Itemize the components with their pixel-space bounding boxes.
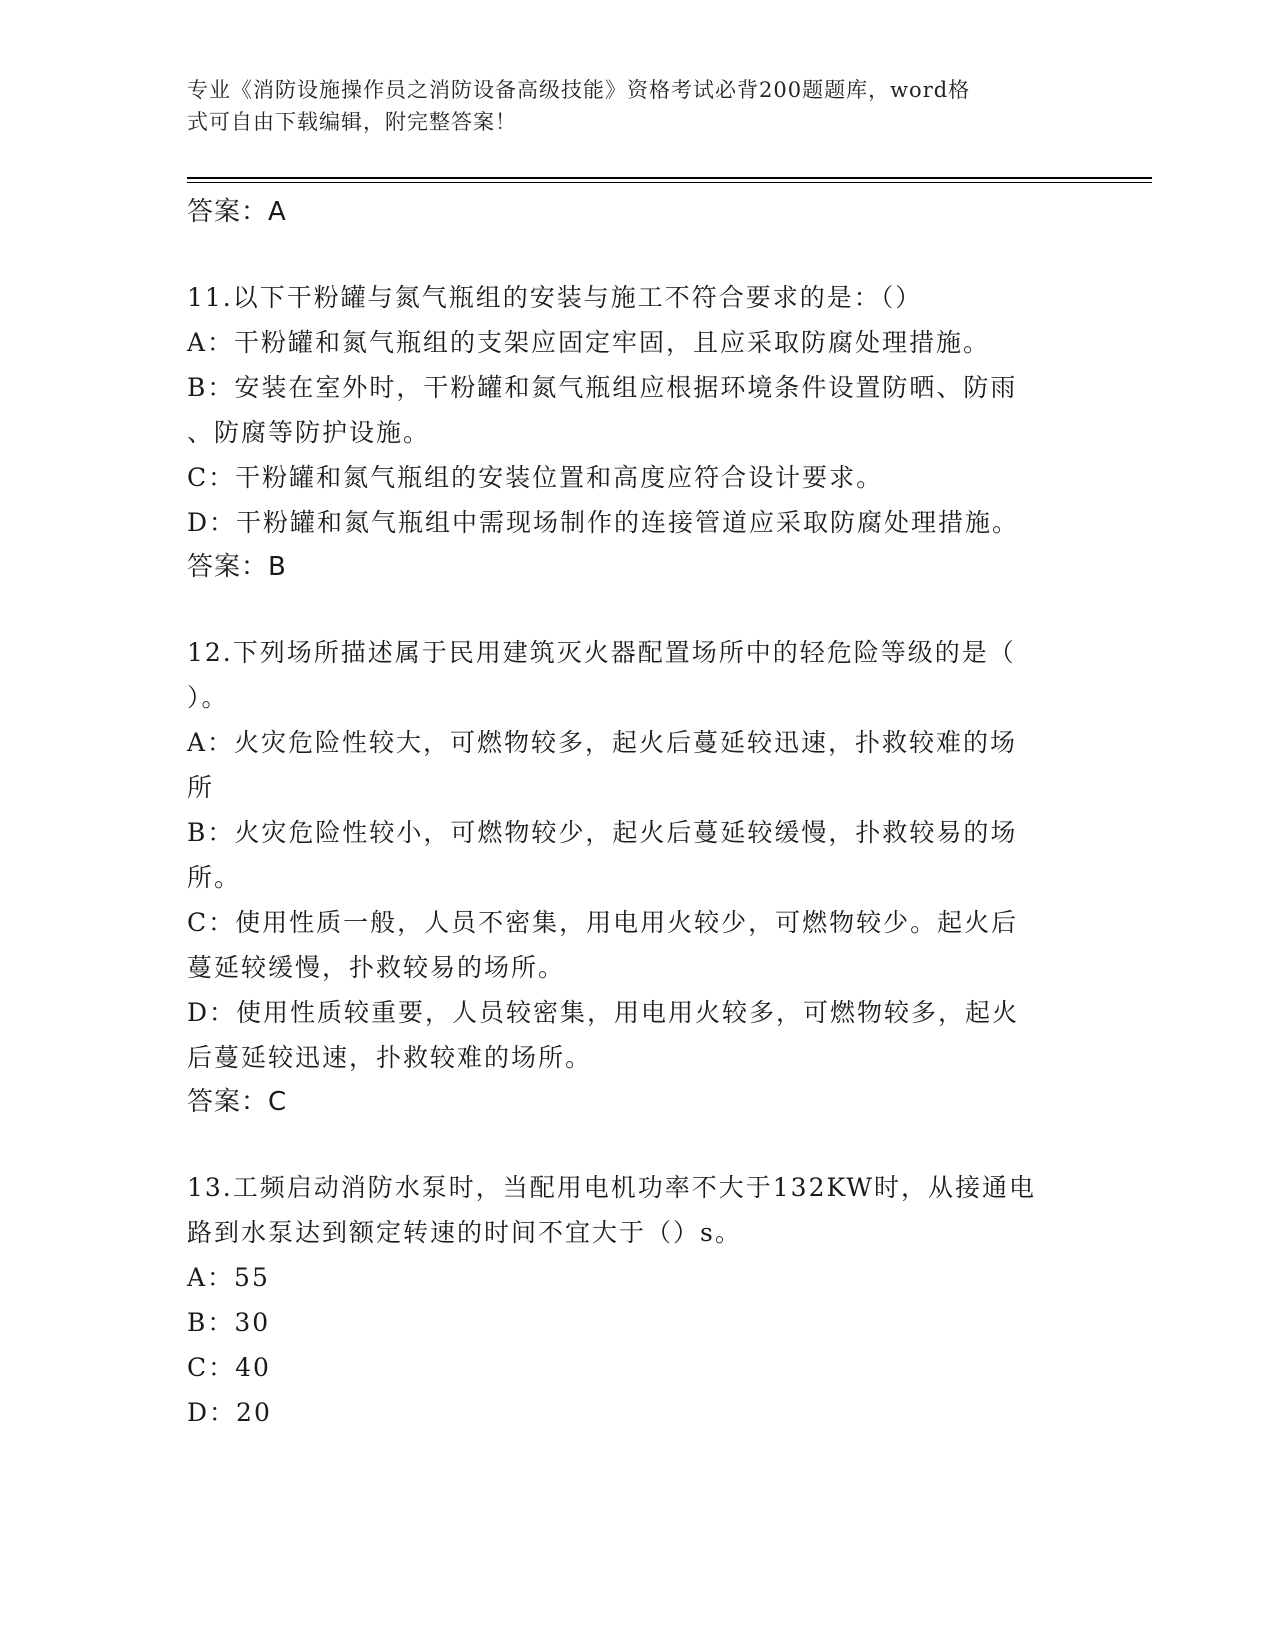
- question-stem: 12.下列场所描述属于民用建筑灭火器配置场所中的轻危险等级的是（: [187, 638, 1016, 667]
- spacer: [187, 1125, 1077, 1165]
- question-stem: 13.工频启动消防水泵时，当配用电机功率不大于132KW时，从接通电: [187, 1173, 1036, 1202]
- answer: 答案：C: [187, 1087, 288, 1117]
- option-d: D：干粉罐和氮气瓶组中需现场制作的连接管道应采取防腐处理措施。: [187, 508, 1020, 537]
- question-list: [187, 190, 1077, 1435]
- option-a-continued: 所: [187, 773, 215, 802]
- option-c: C：40: [187, 1353, 271, 1382]
- option-a: A：干粉罐和氮气瓶组的支架应固定牢固，且应采取防腐处理措施。: [187, 328, 991, 357]
- header-divider-thick: [187, 177, 1152, 179]
- option-c: C：干粉罐和氮气瓶组的安装位置和高度应符合设计要求。: [187, 463, 884, 492]
- option-b: B：30: [187, 1308, 271, 1337]
- option-b-continued: 、防腐等防护设施。: [187, 418, 431, 447]
- document-header: [187, 74, 1067, 138]
- option-d: D：使用性质较重要，人员较密集，用电用火较多，可燃物较多，起火: [187, 998, 1020, 1027]
- spacer: [187, 590, 1077, 630]
- header-line-2: 式可自由下载编辑，附完整答案！: [187, 110, 517, 134]
- question-13: [187, 1165, 1077, 1435]
- option-b: B：安装在室外时，干粉罐和氮气瓶组应根据环境条件设置防晒、防雨: [187, 373, 1018, 402]
- option-d-continued: 后蔓延较迅速，扑救较难的场所。: [187, 1043, 593, 1072]
- header-line-1: 专业《消防设施操作员之消防设备高级技能》资格考试必背200题题库，word格: [187, 78, 971, 102]
- question-stem-continued: ）。: [187, 683, 229, 712]
- option-d: D：20: [187, 1398, 272, 1427]
- question-11: [187, 275, 1077, 590]
- header-divider-thin: [187, 182, 1152, 183]
- option-c: C：使用性质一般，人员不密集，用电用火较少，可燃物较少。起火后: [187, 908, 1019, 937]
- spacer: [187, 235, 1077, 275]
- answer: 答案：B: [187, 552, 287, 582]
- option-a: A：火灾危险性较大，可燃物较多，起火后蔓延较迅速，扑救较难的场: [187, 728, 1018, 757]
- option-b-continued: 所。: [187, 863, 242, 892]
- question-12: [187, 630, 1077, 1125]
- option-c-continued: 蔓延较缓慢，扑救较易的场所。: [187, 953, 566, 982]
- option-b: B：火灾危险性较小，可燃物较少，起火后蔓延较缓慢，扑救较易的场: [187, 818, 1018, 847]
- answer-previous-question: 答案：A: [187, 197, 287, 227]
- question-stem-continued: 路到水泵达到额定转速的时间不宜大于（）s。: [187, 1218, 742, 1247]
- option-a: A：55: [187, 1263, 270, 1292]
- question-stem: 11.以下干粉罐与氮气瓶组的安装与施工不符合要求的是：（）: [187, 283, 923, 312]
